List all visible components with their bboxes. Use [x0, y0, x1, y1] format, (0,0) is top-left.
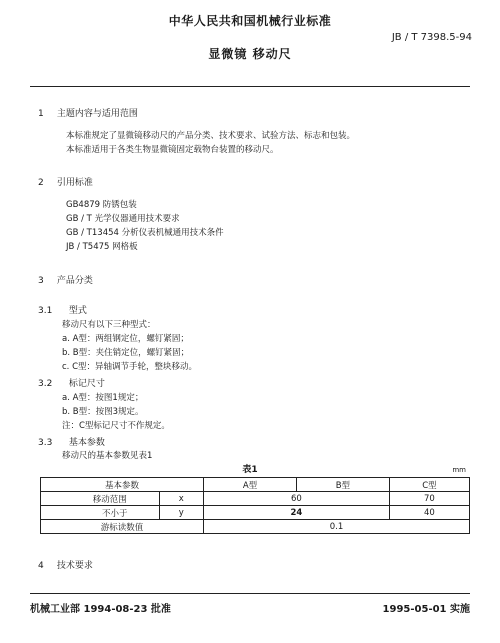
row-2-c-value: 40	[389, 506, 469, 520]
section-2-number: 2	[38, 178, 44, 188]
section-1-title: 主题内容与适用范围	[56, 109, 138, 119]
table-row	[41, 520, 470, 534]
document-title: 显微镜 移动尺	[208, 47, 292, 61]
section-4-heading	[38, 558, 93, 571]
section-3-heading	[38, 273, 93, 286]
subsection-3-2-line-1: a. A型：按图1规定；	[62, 393, 144, 403]
table-unit: mm	[452, 466, 466, 474]
reference-2: GB / T 光学仪器通用技术要求	[66, 214, 180, 224]
subsection-3-2-line-2: b. B型：按图3规定。	[62, 407, 144, 417]
section-3-number: 3	[38, 276, 44, 286]
section-2-title: 引用标准	[56, 178, 93, 188]
section-4-number: 4	[38, 561, 44, 571]
subsection-3-1-line-3: b. B型：夹住销定位，螺钉紧固；	[62, 348, 190, 358]
row-1-axis: x	[159, 492, 204, 506]
header-rule	[30, 86, 470, 87]
row-2-label: 不小于	[41, 506, 160, 520]
header-type-a: A型	[204, 478, 297, 492]
row-3-value: 0.1	[204, 520, 470, 534]
section-4-title: 技术要求	[56, 561, 93, 571]
row-2-ab-value: 24	[204, 506, 390, 520]
table-header-row	[41, 478, 470, 492]
subsection-3-1-line-4: c. C型：异轴调节手轮，整块移动。	[62, 362, 198, 372]
section-2-heading	[38, 175, 93, 188]
row-1-c-value: 70	[389, 492, 469, 506]
subsection-3-1-number: 3.1	[38, 306, 53, 316]
parameters-table	[40, 477, 470, 534]
header-type-c: C型	[389, 478, 469, 492]
approval-date: 机械工业部 1994-08-23 批准	[30, 604, 171, 615]
row-3-label: 游标读数值	[41, 520, 204, 534]
row-1-ab-value: 60	[204, 492, 390, 506]
reference-1: GB4879 防锈包装	[66, 200, 137, 210]
section-3-title: 产品分类	[56, 276, 93, 286]
subsection-3-1-title: 型式	[68, 306, 87, 316]
subsection-3-3-heading	[38, 435, 105, 448]
header-type-b: B型	[296, 478, 389, 492]
section-1-line-2: 本标准适用于各类生物显微镜固定载物台装置的移动尺。	[66, 145, 279, 155]
standard-number: JB / T 7398.5-94	[391, 32, 472, 43]
subsection-3-1-line-2: a. A型：两组钢定位，螺钉紧固；	[62, 334, 189, 344]
subsection-3-1-line-1: 移动尺有以下三种型式：	[62, 320, 156, 330]
subsection-3-3-title: 基本参数	[68, 438, 105, 448]
section-1-number: 1	[38, 109, 44, 119]
subsection-3-3-line-1: 移动尺的基本参数见表1	[62, 451, 153, 461]
subsection-3-2-title: 标记尺寸	[68, 379, 105, 389]
table-row	[41, 506, 470, 520]
row-2-axis: y	[159, 506, 204, 520]
org-title: 中华人民共和国机械行业标准	[168, 14, 332, 28]
subsection-3-2-number: 3.2	[38, 379, 53, 389]
subsection-3-2-heading	[38, 376, 105, 389]
row-1-label: 移动范围	[41, 492, 160, 506]
footer-rule	[30, 593, 470, 594]
table-caption: 表1	[242, 465, 258, 475]
reference-4: JB / T5475 网格板	[66, 242, 138, 252]
reference-3: GB / T13454 分析仪表机械通用技术条件	[66, 228, 224, 238]
subsection-3-1-heading	[38, 303, 87, 316]
implementation-date: 1995-05-01 实施	[382, 604, 470, 615]
header-parameter: 基本参数	[41, 478, 204, 492]
section-1-heading	[38, 106, 138, 119]
subsection-3-3-number: 3.3	[38, 438, 53, 448]
table-row	[41, 492, 470, 506]
section-1-line-1: 本标准规定了显微镜移动尺的产品分类、技术要求、试验方法、标志和包装。	[66, 131, 356, 141]
subsection-3-2-note: 注：C型标记尺寸不作规定。	[62, 421, 170, 431]
